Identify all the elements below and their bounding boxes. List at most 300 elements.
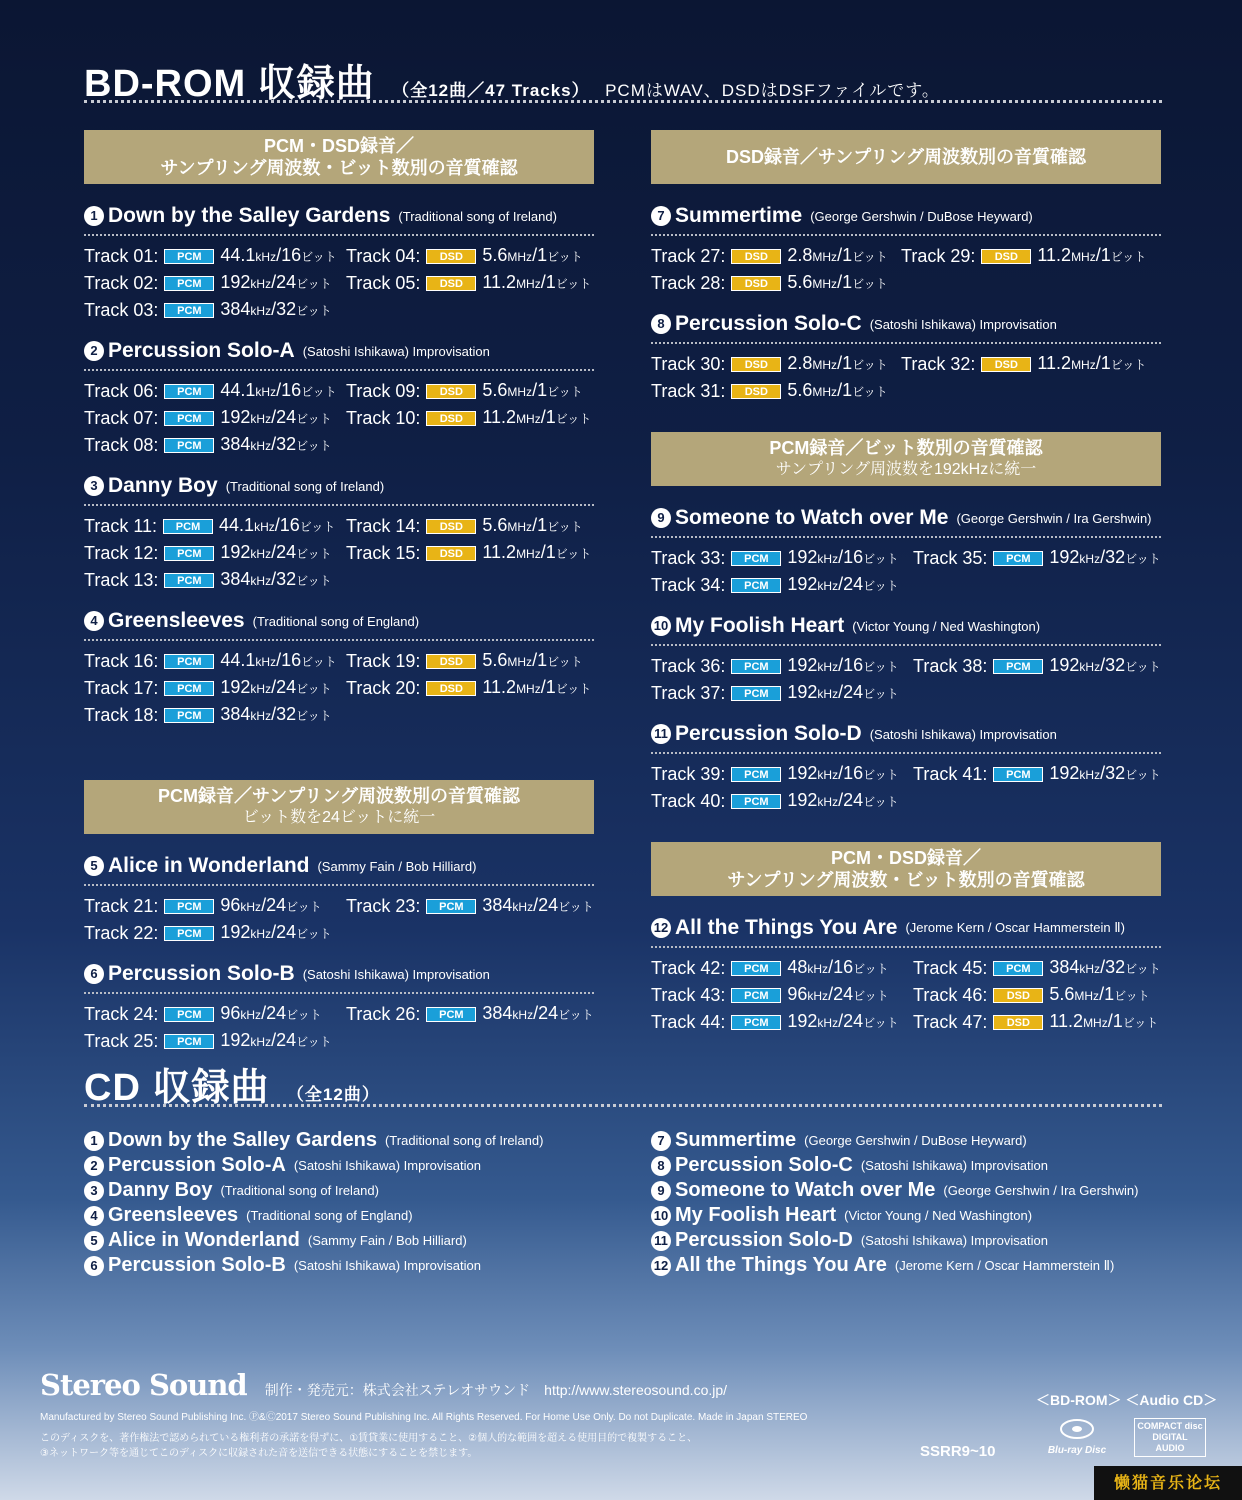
sample-rate: 192 <box>220 407 251 427</box>
track-number-badge: 11 <box>651 1231 671 1251</box>
bit-unit: ビット <box>1125 660 1161 674</box>
track-format <box>220 1029 331 1054</box>
pcm-badge: PCM <box>731 794 781 809</box>
track-grid <box>651 546 1161 598</box>
track-label: Track 23: <box>346 896 421 916</box>
track-label: Track 07: <box>84 408 159 428</box>
bit-unit: ビット <box>286 900 322 914</box>
pcm-badge: PCM <box>731 767 781 782</box>
track-grid <box>84 514 594 593</box>
bit-depth: /24 <box>271 677 297 697</box>
song-name: Percussion Solo-A <box>108 339 295 362</box>
track-row <box>84 514 346 539</box>
song-credit: (Satoshi Ishikawa) Improvisation <box>293 1258 481 1273</box>
pcm-badge: PCM <box>164 899 214 914</box>
track-format <box>220 298 331 323</box>
track-format <box>219 514 335 539</box>
cd-count: （全12曲） <box>286 1085 380 1104</box>
song-name: Someone to Watch over Me <box>675 1179 936 1201</box>
track-format <box>787 379 887 404</box>
bit-unit: ビット <box>547 520 583 534</box>
bit-unit: ビット <box>852 277 888 291</box>
bit-unit: ビット <box>555 682 592 696</box>
song-name: Percussion Solo-D <box>675 1229 853 1251</box>
track-label: Track 18: <box>84 705 159 725</box>
song-block <box>84 962 594 1054</box>
bit-depth: /1 <box>540 272 556 292</box>
track-grid <box>651 244 1161 296</box>
sample-rate: 192 <box>787 790 818 810</box>
song-title <box>84 339 594 371</box>
banner-line: ビット数を24ビットに統一 <box>242 809 436 826</box>
track-label: Track 39: <box>651 764 726 784</box>
dsd-badge: DSD <box>731 357 781 372</box>
track-row <box>913 762 1161 787</box>
track-label: Track 38: <box>913 656 988 676</box>
track-label: Track 16: <box>84 651 159 671</box>
cd-track-row <box>84 1203 543 1228</box>
bd-right-column <box>651 130 1161 1035</box>
rate-unit: kHz <box>255 655 277 669</box>
copyright-text: Manufactured by Stereo Sound Publishing Inc. Ⓟ&Ⓒ2017 Stereo Sound Publishing Inc. All Rights Reserved. For Home Use Only. Do not Duplicate. Made in Japan STEREO <box>40 1412 808 1423</box>
pcm-badge: PCM <box>731 1015 781 1030</box>
bit-depth: /1 <box>837 272 853 292</box>
bit-depth: /1 <box>532 380 548 400</box>
song-credit: (Sammy Fain / Bob Hilliard) <box>317 858 477 874</box>
bit-depth: /16 <box>838 547 864 567</box>
pcm-badge: PCM <box>164 708 214 723</box>
track-label: Track 45: <box>913 958 988 978</box>
pcm-badge: PCM <box>731 988 781 1003</box>
song-name: Percussion Solo-D <box>675 722 862 745</box>
notice-line-2: ③ネットワーク等を通じてこのディスクに収録された音を送信できる状態にすることを禁じます。 <box>40 1448 478 1459</box>
track-grid <box>651 762 1161 814</box>
cd-divider <box>84 1104 1162 1107</box>
track-format <box>1049 1010 1158 1035</box>
song-title <box>651 204 1161 236</box>
bit-unit: ビット <box>296 439 332 453</box>
track-label: Track 33: <box>651 548 726 568</box>
bit-unit: ビット <box>1122 1016 1159 1030</box>
track-number-badge: 4 <box>84 1206 104 1226</box>
rate-unit: MHz <box>1071 250 1096 264</box>
bit-depth: /1 <box>540 542 556 562</box>
sample-rate: 192 <box>787 574 818 594</box>
track-number-badge: 12 <box>651 918 671 938</box>
cd-track-row <box>84 1228 543 1253</box>
bit-depth: /1 <box>532 650 548 670</box>
track-grid <box>651 654 1161 706</box>
track-label: Track 37: <box>651 683 726 703</box>
rate-unit: kHz <box>250 547 272 561</box>
track-label: Track 13: <box>84 570 159 590</box>
rate-unit: kHz <box>250 927 272 941</box>
track-label: Track 41: <box>913 764 988 784</box>
sample-rate: 192 <box>220 922 251 942</box>
song-credit: (George Gershwin / Ira Gershwin) <box>956 510 1152 526</box>
track-label: Track 27: <box>651 246 726 266</box>
track-label: Track 05: <box>346 273 421 293</box>
bit-depth: /32 <box>271 704 297 724</box>
banner-line: PCM録音／ビット数別の音質確認 <box>769 438 1043 458</box>
track-row <box>651 271 901 296</box>
pcm-badge: PCM <box>993 659 1043 674</box>
pcm-badge: PCM <box>164 654 214 669</box>
sample-rate: 192 <box>220 1030 251 1050</box>
bit-unit: ビット <box>296 547 332 561</box>
track-format <box>220 676 331 701</box>
bluray-logo <box>1034 1418 1120 1456</box>
pcm-badge: PCM <box>164 276 214 291</box>
track-format <box>482 649 582 674</box>
track-format <box>220 379 336 404</box>
track-format <box>482 1002 593 1027</box>
track-row <box>84 568 346 593</box>
sample-rate: 11.2 <box>1037 245 1072 265</box>
bit-unit: ビット <box>301 250 337 264</box>
bit-unit: ビット <box>852 250 888 264</box>
bit-depth: /32 <box>1100 655 1126 675</box>
pcm-badge: PCM <box>164 546 214 561</box>
group-banner <box>651 130 1161 184</box>
pcm-badge: PCM <box>164 249 214 264</box>
track-format <box>482 271 591 296</box>
track-grid <box>84 649 594 728</box>
dsd-badge: DSD <box>426 654 476 669</box>
track-row <box>84 921 346 946</box>
bit-depth: /1 <box>532 245 548 265</box>
bit-depth: /24 <box>261 1003 287 1023</box>
rate-unit: MHz <box>812 250 838 264</box>
track-group <box>84 780 594 1054</box>
song-name: Percussion Solo-B <box>108 962 295 985</box>
bit-depth: /24 <box>533 895 559 915</box>
track-row <box>84 676 346 701</box>
track-group <box>651 130 1161 404</box>
track-row <box>913 1010 1161 1035</box>
track-label: Track 02: <box>84 273 159 293</box>
rate-unit: kHz <box>1079 962 1101 976</box>
bit-unit: ビット <box>296 277 332 291</box>
bit-unit: ビット <box>296 682 332 696</box>
track-format <box>1049 654 1160 679</box>
pcm-badge: PCM <box>164 438 214 453</box>
track-label: Track 24: <box>84 1004 159 1024</box>
track-format <box>1049 956 1160 981</box>
sample-rate: 5.6 <box>482 380 508 400</box>
track-label: Track 06: <box>84 381 159 401</box>
track-format <box>220 1002 321 1027</box>
song-block <box>651 204 1161 296</box>
group-banner <box>84 130 594 184</box>
track-number-badge: 5 <box>84 1231 104 1251</box>
bit-depth: /24 <box>271 1030 297 1050</box>
bd-left-column <box>84 130 594 1054</box>
song-name: Summertime <box>675 1129 797 1151</box>
track-number-badge: 8 <box>651 1156 671 1176</box>
sample-rate: 5.6 <box>482 515 508 535</box>
track-format <box>787 983 888 1008</box>
group-banner <box>651 842 1161 896</box>
bit-unit: ビット <box>296 927 332 941</box>
track-row <box>651 762 913 787</box>
track-row <box>651 244 901 269</box>
bd-rom-heading <box>84 52 940 107</box>
track-row <box>901 352 1161 377</box>
track-format <box>220 568 331 593</box>
song-credit: (Traditional song of England) <box>246 1208 413 1223</box>
track-row <box>84 298 346 323</box>
track-number-badge: 9 <box>651 508 671 528</box>
website-link[interactable]: http://www.stereosound.co.jp/ <box>544 1382 728 1398</box>
bit-unit: ビット <box>558 900 594 914</box>
sample-rate: 2.8 <box>787 353 813 373</box>
track-group <box>651 432 1161 814</box>
bit-unit: ビット <box>1110 358 1147 372</box>
sample-rate: 11.2 <box>482 272 517 292</box>
track-format <box>787 546 898 571</box>
sample-rate: 384 <box>482 895 513 915</box>
sample-rate: 192 <box>1049 763 1080 783</box>
pcm-badge: PCM <box>164 926 214 941</box>
track-format <box>787 681 898 706</box>
song-credit: (George Gershwin / DuBose Heyward) <box>810 208 1033 224</box>
bit-unit: ビット <box>301 655 337 669</box>
bit-unit: ビット <box>852 385 888 399</box>
song-block <box>84 339 594 458</box>
rate-unit: kHz <box>250 709 272 723</box>
dsd-badge: DSD <box>426 519 476 534</box>
group-banner <box>84 780 594 834</box>
rate-unit: kHz <box>240 900 262 914</box>
bit-depth: /1 <box>837 245 853 265</box>
track-label: Track 11: <box>84 516 158 536</box>
track-grid <box>651 352 1161 404</box>
rate-unit: MHz <box>1074 989 1100 1003</box>
pcm-badge: PCM <box>731 659 781 674</box>
bd-rom-count: （全12曲／47 Tracks） <box>392 81 590 100</box>
song-title <box>84 854 594 886</box>
track-row <box>84 649 346 674</box>
song-title <box>651 916 1161 948</box>
compact-disc-logo-text: COMPACT disc DIGITAL AUDIO <box>1137 1421 1203 1453</box>
pcm-badge: PCM <box>164 411 214 426</box>
song-name: Alice in Wonderland <box>108 1229 300 1251</box>
track-label: Track 03: <box>84 300 159 320</box>
track-row <box>346 379 594 404</box>
cd-left-list <box>84 1128 543 1278</box>
bit-unit: ビット <box>1125 552 1161 566</box>
sample-rate: 96 <box>787 984 808 1004</box>
rate-unit: kHz <box>250 574 272 588</box>
sample-rate: 11.2 <box>1049 1011 1084 1031</box>
track-format <box>1049 762 1160 787</box>
bit-unit: ビット <box>286 1008 322 1022</box>
track-format <box>220 406 331 431</box>
cd-track-row <box>84 1128 543 1153</box>
rate-unit: kHz <box>254 520 275 534</box>
song-credit: (Sammy Fain / Bob Hilliard) <box>307 1233 467 1248</box>
track-format <box>787 654 898 679</box>
bit-unit: ビット <box>1125 962 1161 976</box>
song-name: Percussion Solo-C <box>675 312 862 335</box>
sample-rate: 11.2 <box>482 407 517 427</box>
track-number-badge: 7 <box>651 1131 671 1151</box>
track-format <box>482 894 593 919</box>
bit-unit: ビット <box>547 250 583 264</box>
sample-rate: 192 <box>220 272 251 292</box>
track-number-badge: 10 <box>651 616 671 636</box>
catalog-number: SSRR9~10 <box>920 1443 996 1460</box>
track-row <box>84 271 346 296</box>
dsd-badge: DSD <box>731 249 781 264</box>
sample-rate: 192 <box>1049 655 1080 675</box>
sample-rate: 384 <box>482 1003 513 1023</box>
pcm-badge: PCM <box>993 551 1043 566</box>
track-label: Track 43: <box>651 985 726 1005</box>
song-credit: (Traditional song of Ireland) <box>384 1133 544 1148</box>
rate-unit: MHz <box>1071 358 1096 372</box>
track-format <box>482 406 591 431</box>
track-row <box>913 654 1161 679</box>
dsd-badge: DSD <box>426 411 476 426</box>
track-number-badge: 7 <box>651 206 671 226</box>
track-label: Track 15: <box>346 543 421 563</box>
stereo-sound-logo: Stereo Sound <box>40 1368 247 1402</box>
rate-unit: kHz <box>250 412 272 426</box>
track-label: Track 32: <box>901 354 976 374</box>
sample-rate: 192 <box>787 682 818 702</box>
pcm-badge: PCM <box>164 573 214 588</box>
track-number-badge: 6 <box>84 1256 104 1276</box>
track-grid <box>84 379 594 458</box>
sample-rate: 44.1 <box>219 515 255 535</box>
rate-unit: MHz <box>812 385 838 399</box>
bit-depth: /32 <box>1100 763 1126 783</box>
song-credit: (Traditional song of Ireland) <box>225 478 385 494</box>
bit-depth: /1 <box>1099 984 1115 1004</box>
track-label: Track 09: <box>346 381 421 401</box>
track-label: Track 21: <box>84 896 159 916</box>
track-format <box>220 244 336 269</box>
bit-unit: ビット <box>547 385 583 399</box>
track-group <box>651 842 1161 1035</box>
song-credit: (Satoshi Ishikawa) Improvisation <box>860 1158 1048 1173</box>
track-format <box>220 541 331 566</box>
sample-rate: 384 <box>220 299 251 319</box>
dsd-badge: DSD <box>426 546 476 561</box>
track-label: Track 17: <box>84 678 159 698</box>
sample-rate: 5.6 <box>482 245 508 265</box>
track-format <box>482 514 582 539</box>
rate-unit: kHz <box>250 1035 272 1049</box>
bit-depth: /16 <box>274 515 300 535</box>
song-name: Danny Boy <box>108 1179 213 1201</box>
pcm-badge: PCM <box>993 961 1043 976</box>
sample-rate: 192 <box>787 763 818 783</box>
track-format <box>482 244 582 269</box>
song-credit: (Satoshi Ishikawa) Improvisation <box>869 316 1057 332</box>
bit-unit: ビット <box>853 989 889 1003</box>
track-format <box>1049 983 1149 1008</box>
song-name: Someone to Watch over Me <box>675 506 949 529</box>
bluray-logo-text: Blu-ray Disc <box>1047 1445 1107 1456</box>
rate-unit: kHz <box>255 250 277 264</box>
sample-rate: 5.6 <box>1049 984 1075 1004</box>
bit-depth: /16 <box>828 957 854 977</box>
producer-text: 制作・発売元：株式会社ステレオサウンド <box>264 1382 531 1398</box>
banner-line: サンプリング周波数・ビット数別の音質確認 <box>160 158 518 178</box>
sample-rate: 44.1 <box>220 650 256 670</box>
track-format <box>787 271 887 296</box>
track-row <box>901 244 1161 269</box>
dsd-badge: DSD <box>426 249 476 264</box>
track-format <box>787 789 898 814</box>
bluray-disc-icon <box>1059 1418 1095 1440</box>
rate-unit: MHz <box>507 520 533 534</box>
song-block <box>651 722 1161 814</box>
track-label: Track 46: <box>913 985 988 1005</box>
track-number-badge: 3 <box>84 476 104 496</box>
bit-depth: /16 <box>838 763 864 783</box>
bit-depth: /16 <box>276 380 302 400</box>
pcm-badge: PCM <box>731 578 781 593</box>
track-row <box>346 541 594 566</box>
track-row <box>913 546 1161 571</box>
bit-unit: ビット <box>555 547 592 561</box>
track-row <box>84 541 346 566</box>
rate-unit: kHz <box>1079 660 1101 674</box>
track-number-badge: 2 <box>84 1156 104 1176</box>
sample-rate: 192 <box>787 1011 818 1031</box>
rate-unit: kHz <box>817 768 839 782</box>
bit-depth: /1 <box>1095 353 1111 373</box>
track-format <box>482 541 591 566</box>
sample-rate: 192 <box>220 542 251 562</box>
bit-depth: /32 <box>271 299 297 319</box>
track-row <box>346 271 594 296</box>
track-label: Track 35: <box>913 548 988 568</box>
track-row <box>651 1010 913 1035</box>
track-grid <box>84 244 594 323</box>
rate-unit: MHz <box>507 250 533 264</box>
song-title <box>84 962 594 994</box>
bit-depth: /32 <box>271 569 297 589</box>
sample-rate: 192 <box>1049 547 1080 567</box>
rate-unit: kHz <box>1079 552 1101 566</box>
song-title <box>84 609 594 641</box>
song-block <box>651 916 1161 1035</box>
bit-depth: /24 <box>261 895 287 915</box>
rate-unit: kHz <box>1079 768 1101 782</box>
cd-heading <box>84 1056 380 1111</box>
track-row <box>651 956 913 981</box>
rate-unit: kHz <box>512 1008 534 1022</box>
bit-depth: /24 <box>838 682 864 702</box>
track-format <box>1037 244 1146 269</box>
track-format <box>787 352 887 377</box>
track-row <box>84 379 346 404</box>
pcm-badge: PCM <box>164 303 214 318</box>
track-label: Track 19: <box>346 651 421 671</box>
rate-unit: kHz <box>250 304 272 318</box>
track-number-badge: 6 <box>84 964 104 984</box>
track-row <box>84 894 346 919</box>
track-row <box>84 703 346 728</box>
cd-track-row <box>651 1153 1139 1178</box>
bit-unit: ビット <box>296 709 332 723</box>
track-number-badge: 12 <box>651 1256 671 1276</box>
